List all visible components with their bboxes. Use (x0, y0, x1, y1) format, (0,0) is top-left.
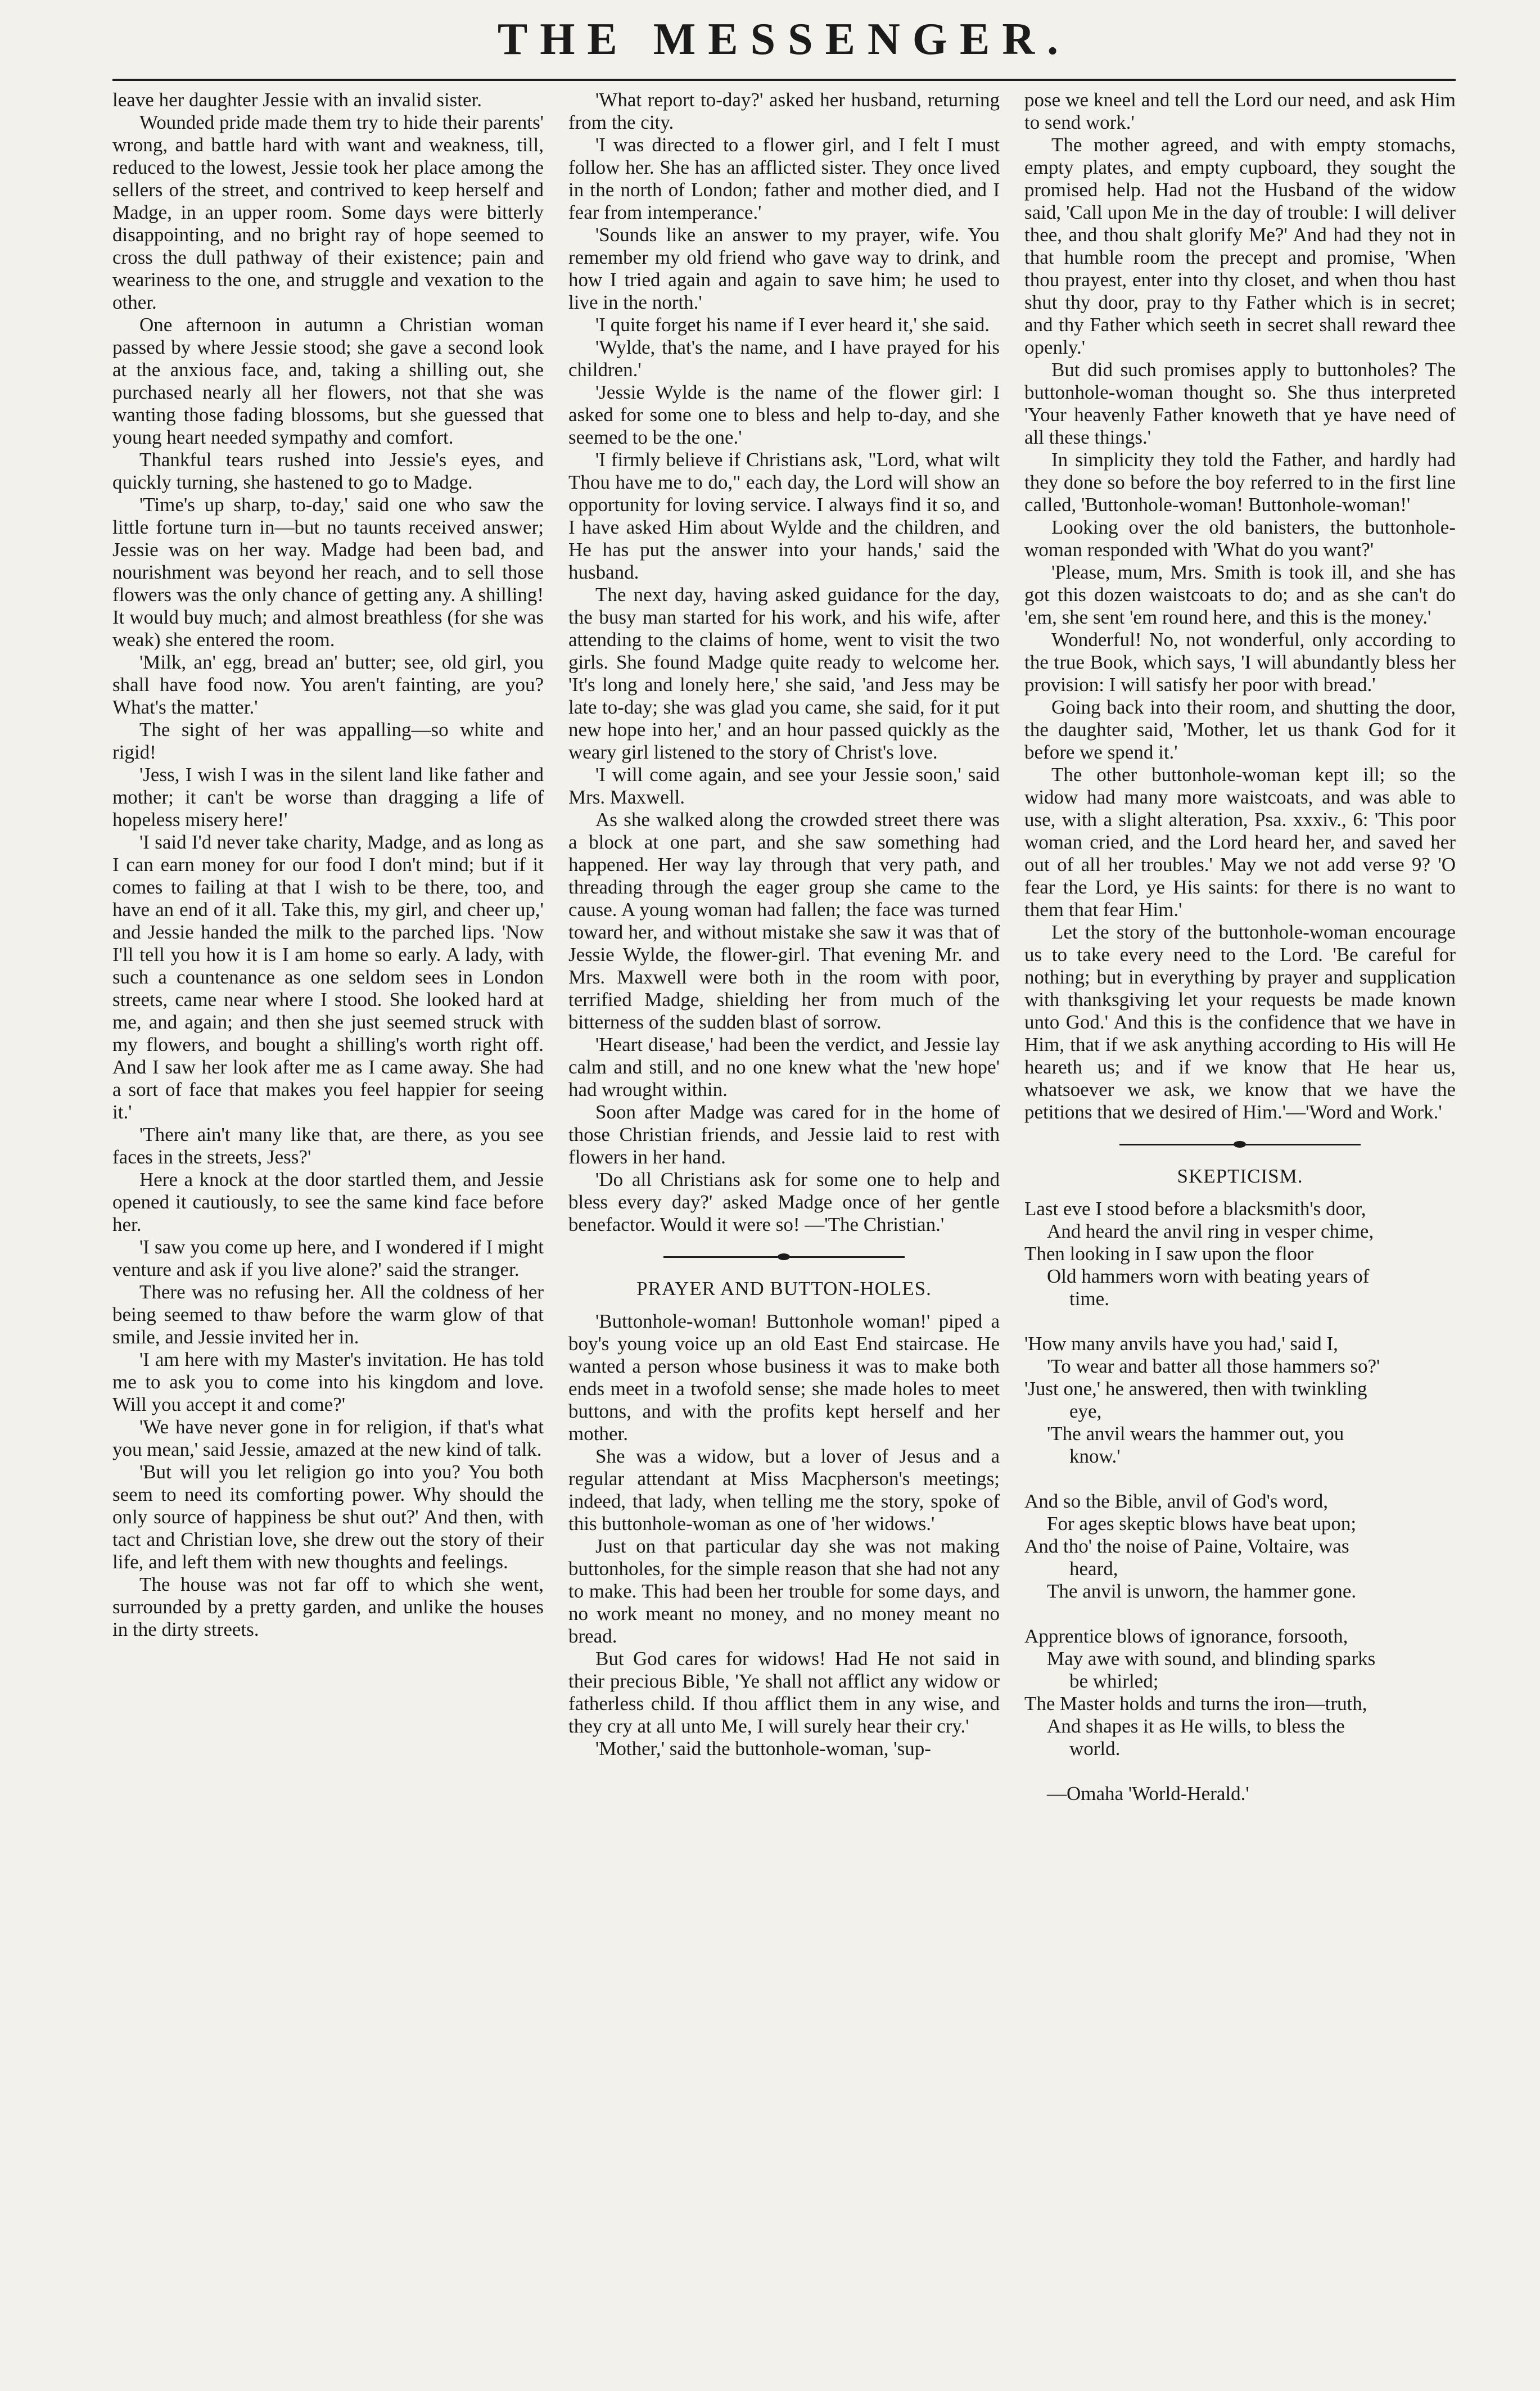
columns (112, 89, 1456, 2372)
section-title-prayer-button-holes: PRAYER AND BUTTON-HOLES. (636, 1278, 932, 1300)
paragraph: 'Time's up sharp, to-day,' said one who saw the little fortune turn in—but no taunts received answer; Jessie was on her way. Madge had been bad, and nourishment was beyond her reach, and to sell those flowers was the only chance of getting any. A shilling! It would buy much; and almost breathless (for she was weak) she entered the room. (112, 494, 544, 651)
paragraph: 'I am here with my Master's invitation. He has told me to ask you to come into his kingdom and love. Will you accept it and come?' (112, 1348, 544, 1415)
paragraph: 'I was directed to a flower girl, and I felt I must follow her. She has an afflicted sister. They once lived in the north of London; father and mother died, and I fear from intemperance.' (568, 134, 1000, 223)
paragraph: leave her daughter Jessie with an invalid sister. (112, 89, 482, 111)
paragraph: 'Jessie Wylde is the name of the flower girl: I asked for some one to bless and help to-day, and she seemed to be the one.' (568, 381, 1000, 448)
section-title-skepticism: SKEPTICISM. (1177, 1165, 1303, 1187)
paragraph: The other buttonhole-woman kept ill; so the widow had many more waistcoats, and was able to use, with a slight alteration, Psa. xxxiv., 6: 'This poor woman cried, and the Lord heard her, and saved her out of all her troubles.' May we not add verse 9? 'O fear the Lord, ye His saints: for there is no want to them that fear Him.' (1024, 764, 1456, 921)
poem-line: 'To wear and batter all those hammers so?' (1047, 1355, 1380, 1377)
paragraph: 'But will you let religion go into you? You both seem to need its comforting power. Why should the only source of happiness be shut out?' And then, with tact and Christian love, she drew out the story of their life, and left them with new thoughts and feelings. (112, 1461, 544, 1573)
paragraph: 'We have never gone in for religion, if that's what you mean,' said Jessie, amazed at the new kind of talk. (112, 1416, 544, 1460)
poem-line: be whirled; (1069, 1670, 1159, 1692)
poem-line: For ages skeptic blows have beat upon; (1047, 1513, 1357, 1535)
paragraph: 'I will come again, and see your Jessie soon,' said Mrs. Maxwell. (568, 764, 1000, 808)
poem-line: And so the Bible, anvil of God's word, (1024, 1490, 1329, 1512)
poem-line: Apprentice blows of ignorance, forsooth, (1024, 1625, 1348, 1647)
paragraph: 'I said I'd never take charity, Madge, and as long as I can earn money for our food I don't mind; but if it comes to failing at that I wish to be there, too, and have an end of it all. Take this, my girl, and cheer up,' and Jessie handed the milk to the parched lips. 'Now I'll tell you how it is I am home so early. A lady, with such a countenance as one seldom sees in London streets, came near where I stood. She looked hard at me, and again; and then she just seemed struck with my flowers, and bought a shilling's worth right off. And I saw her look after me as I came away. She had a sort of face that makes you feel happier for seeing it.' (112, 831, 544, 1123)
section-divider (1119, 1139, 1361, 1149)
paragraph: pose we kneel and tell the Lord our need, and ask Him to send work.' (1024, 89, 1456, 133)
section-divider (663, 1252, 905, 1262)
paragraph: 'I quite forget his name if I ever heard it,' she said. (595, 314, 990, 336)
poem-line: time. (1069, 1288, 1109, 1310)
paragraph: Wounded pride made them try to hide their parents' wrong, and battle hard with want and weakness, till, reduced to the lowest, Jessie took her place among the sellers of the street, and contrived to keep herself and Madge, in an upper room. Some days were bitterly disappointing, and no bright ray of hope seemed to cross the dull pathway of their existence; pain and weariness to the one, and struggle and vexation to the other. (112, 111, 544, 313)
paragraph: Soon after Madge was cared for in the home of those Christian friends, and Jessie laid to rest with flowers in her hand. (568, 1101, 1000, 1168)
article-flower-girl-continued (568, 89, 1000, 1236)
paragraph: Thankful tears rushed into Jessie's eyes, and quickly turning, she hastened to go to Madge. (112, 449, 544, 493)
poem-credit: —Omaha 'World-Herald.' (1047, 1783, 1249, 1804)
paragraph: The house was not far off to which she went, surrounded by a pretty garden, and unlike the houses in the dirty streets. (112, 1573, 544, 1640)
poem-line: Last eve I stood before a blacksmith's door, (1024, 1198, 1366, 1220)
paragraph: Here a knock at the door startled them, and Jessie opened it cautiously, to see the same kind face before her. (112, 1169, 544, 1235)
paragraph: 'Wylde, that's the name, and I have prayed for his children.' (568, 336, 1000, 381)
poem-stanza (1024, 1625, 1456, 1760)
poem-line: The anvil is unworn, the hammer gone. (1047, 1580, 1357, 1602)
column-2 (568, 89, 1000, 2372)
paragraph: The sight of her was appalling—so white and rigid! (112, 719, 544, 763)
paragraph: 'Do all Christians ask for some one to help and bless every day?' asked Madge once of her gentle benefactor. Would it were so! —'The Christian.' (568, 1169, 1000, 1235)
poem-line: 'Just one,' he answered, then with twinkling (1024, 1378, 1367, 1400)
poem-skepticism (1024, 1198, 1456, 1760)
paragraph: 'Please, mum, Mrs. Smith is took ill, and she has got this dozen waistcoats to do; and as she can't do 'em, she sent 'em round here, and this is the money.' (1024, 561, 1456, 628)
poem-line: world. (1069, 1738, 1121, 1760)
paragraph: 'What report to-day?' asked her husband, returning from the city. (568, 89, 1000, 133)
masthead: THE MESSENGER. (112, 0, 1456, 81)
paragraph: There was no refusing her. All the coldness of her being seemed to thaw before the warm glow of that smile, and Jessie invited her in. (112, 1281, 544, 1348)
paragraph: But God cares for widows! Had He not said in their precious Bible, 'Ye shall not afflict any widow or fatherless child. If thou afflict them in any wise, and they cry at all unto Me, I will surely hear their cry.' (568, 1648, 1000, 1737)
paragraph: 'I saw you come up here, and I wondered if I might venture and ask if you live alone?' said the stranger. (112, 1236, 544, 1280)
paragraph: 'I firmly believe if Christians ask, "Lord, what wilt Thou have me to do," each day, the Lord will show an opportunity for loving service. I always find it so, and I have asked Him about Wylde and the children, and He has put the answer into your hands,' said the husband. (568, 449, 1000, 583)
paragraph: 'Buttonhole-woman! Buttonhole woman!' piped a boy's young voice up an old East End staircase. He wanted a person whose business it was to make both ends meet in a twofold sense; she made holes to meet buttons, and with the profits kept herself and her mother. (568, 1310, 1000, 1445)
paragraph: 'Milk, an' egg, bread an' butter; see, old girl, you shall have food now. You aren't fainting, are you? What's the matter.' (112, 651, 544, 718)
paragraph: 'Heart disease,' had been the verdict, and Jessie lay calm and still, and no one knew what the 'new hope' had wrought within. (568, 1034, 1000, 1100)
poem-line: 'The anvil wears the hammer out, you (1047, 1423, 1344, 1445)
paragraph: 'Sounds like an answer to my prayer, wife. You remember my old friend who gave way to drink, and how I tried again and again to save him; he used to live in the north.' (568, 224, 1000, 313)
paragraph: Just on that particular day she was not making buttonholes, for the simple reason that she had not any to make. This had been her trouble for some days, and no work meant no money, and no money meant no bread. (568, 1535, 1000, 1647)
article-button-holes-continued (1024, 89, 1456, 1124)
poem-stanza (1024, 1198, 1456, 1310)
paragraph: The mother agreed, and with empty stomachs, empty plates, and empty cupboard, they sought the promised help. Had not the Husband of the widow said, 'Call upon Me in the day of trouble: I will deliver thee, and thou shalt glorify Me?' And had they not in that humble room the precept and promise, 'When thou prayest, enter into thy closet, and when thou hast shut thy door, pray to thy Father which is in secret; and thy Father which seeth in secret shall reward thee openly.' (1024, 134, 1456, 358)
poem-line: And shapes it as He wills, to bless the (1047, 1715, 1345, 1737)
paragraph: Wonderful! No, not wonderful, only according to the true Book, which says, 'I will abundantly bless her provision: I will satisfy her poor with bread.' (1024, 629, 1456, 696)
paragraph: Let the story of the buttonhole-woman encourage us to take every need to the Lord. 'Be careful for nothing; but in everything by prayer and supplication with thanksgiving let your requests be made known unto God.' And this is the confidence that we have in Him, that if we ask anything according to His will He heareth us; and if we know that He hear us, whatsoever we ask, we know that we have the petitions that we desired of Him.'—'Word and Work.' (1024, 921, 1456, 1123)
poem-line: And tho' the noise of Paine, Voltaire, was (1024, 1535, 1349, 1557)
poem-stanza (1024, 1333, 1456, 1468)
poem-line: And heard the anvil ring in vesper chime, (1047, 1220, 1374, 1242)
poem-line: eye, (1069, 1400, 1102, 1422)
paragraph: But did such promises apply to buttonholes? The buttonhole-woman thought so. She thus interpreted 'Your heavenly Father knoweth that ye have need of all these things.' (1024, 359, 1456, 448)
paragraph: She was a widow, but a lover of Jesus and a regular attendant at Miss Macpherson's meetings; indeed, that lady, when telling me the story, spoke of this buttonhole-woman as one of 'her widows.' (568, 1445, 1000, 1535)
paragraph: 'Mother,' said the buttonhole-woman, 'sup- (595, 1738, 931, 1760)
poem-line: The Master holds and turns the iron—truth, (1024, 1693, 1367, 1715)
paragraph: Going back into their room, and shutting the door, the daughter said, 'Mother, let us thank God for it before we spend it.' (1024, 696, 1456, 763)
poem-stanza (1024, 1490, 1456, 1603)
poem-line: Then looking in I saw upon the floor (1024, 1243, 1314, 1265)
column-3 (1024, 89, 1456, 2372)
paragraph: The next day, having asked guidance for the day, the busy man started for his work, and his wife, after attending to the claims of home, went to visit the two girls. She found Madge quite ready to welcome her. 'It's long and lonely here,' she said, 'and Jess may be late to-day; she was glad you came, she said, for it put new hope into her,' and an hour passed quickly as the weary girl listened to the story of Christ's love. (568, 584, 1000, 763)
paragraph: One afternoon in autumn a Christian woman passed by where Jessie stood; she gave a second look at the anxious face, and, taking a shilling out, she purchased nearly all her flowers, not that she was wanting those fading blossoms, but she guessed that young heart needed sympathy and comfort. (112, 314, 544, 448)
column-1 (112, 89, 544, 2372)
poem-line: 'How many anvils have you had,' said I, (1024, 1333, 1338, 1355)
poem-line: heard, (1069, 1558, 1118, 1580)
paragraph: As she walked along the crowded street there was a block at one part, and she saw something had happened. Her way lay through that very path, and threading through the eager group she came to the cause. A young woman had fallen; the face was turned toward her, and without mistake she saw it was that of Jessie Wylde, the flower-girl. That evening Mr. and Mrs. Maxwell were both in the room with poor, terrified Madge, shielding her from much of the bitterness of the sudden blast of sorrow. (568, 809, 1000, 1033)
paragraph: 'There ain't many like that, are there, as you see faces in the streets, Jess?' (112, 1124, 544, 1168)
poem-line: Old hammers worn with beating years of (1047, 1265, 1370, 1287)
paragraph: 'Jess, I wish I was in the silent land like father and mother; it can't be worse than dragging a life of hopeless misery here!' (112, 764, 544, 831)
poem-line: May awe with sound, and blinding sparks (1047, 1648, 1376, 1670)
paragraph: In simplicity they told the Father, and hardly had they done so before the boy referred to in the first line called, 'Buttonhole-woman! Buttonhole-woman!' (1024, 449, 1456, 516)
article-prayer-button-holes (568, 1310, 1000, 1760)
poem-line: know.' (1069, 1445, 1121, 1467)
paragraph: Looking over the old banisters, the buttonhole-woman responded with 'What do you want?' (1024, 516, 1456, 561)
